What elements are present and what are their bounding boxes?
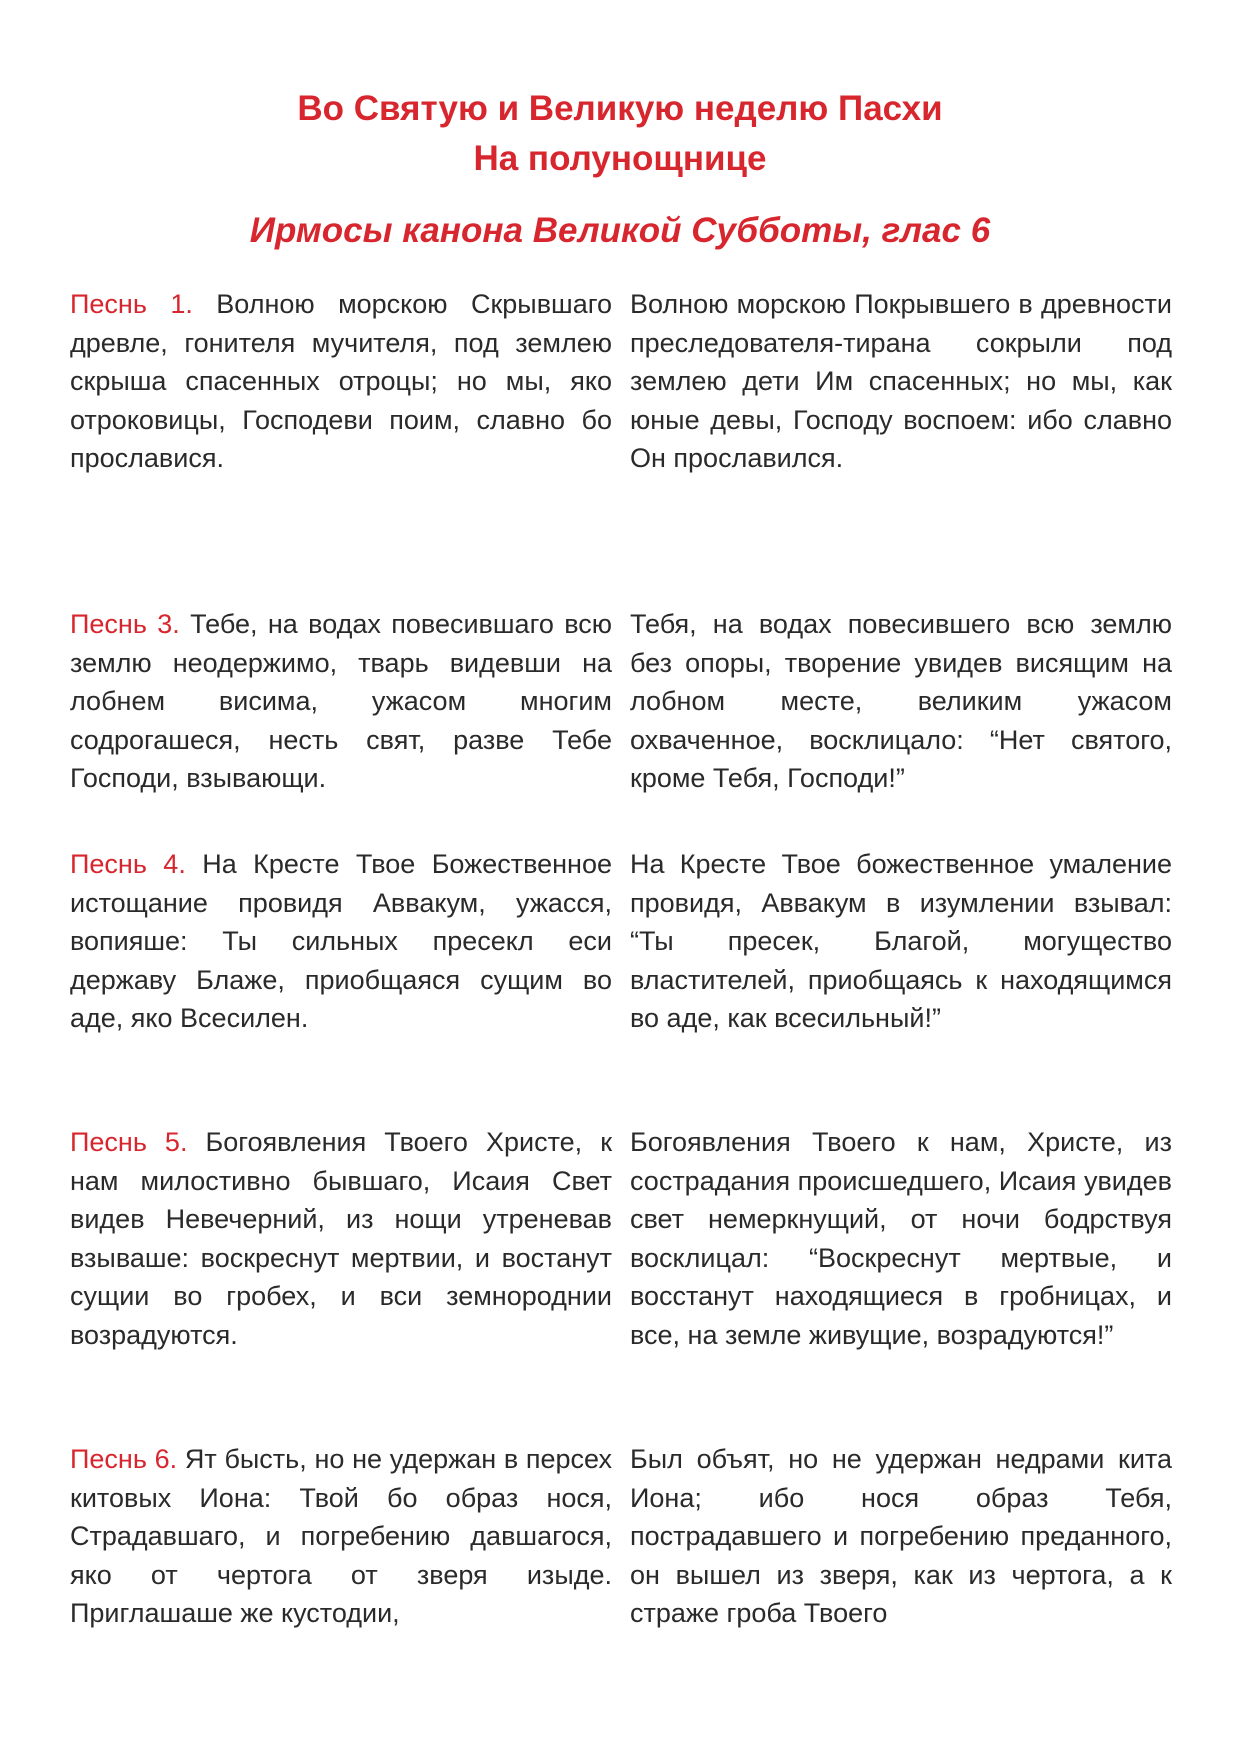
- russian-text-1: Волною морскою Покрывшего в древности преследователя-тирана сокрыли под землею дети Им спасенных; но мы, как юные девы, Господу воспоем: ибо славно Он прославился.: [630, 289, 1172, 474]
- song-label-1: Песнь 1.: [70, 289, 193, 319]
- russian-text-3: Тебя, на водах повесившего всю землю без опоры, творение увидев висящим на лобном месте, великим ужасом охваченное, восклицало: “Нет святого, кроме Тебя, Господи!”: [630, 609, 1172, 794]
- slavonic-text-1: [70, 285, 612, 478]
- russian-text-4: На Кресте Твое божественное умаление провидя, Аввакум в изумлении взывал: “Ты пресек, Благой, могущество властителей, приобщаясь к находящимся во аде, как всесильный!”: [630, 849, 1172, 1034]
- russian-text-5: Богоявления Твоего к нам, Христе, из сострадания происшедшего, Исаия увидев свет немеркнущий, от ночи бодрствуя восклицал: “Воскреснут мертвые, и восстанут находящиеся в гробницах, и все, на земле живущие, возрадуются!”: [630, 1127, 1172, 1350]
- slavonic-body-1: Волною морскою Скрывшаго древле, гонителя мучителя, под землею скрыша спасенных отроцы; но мы, яко отроковицы, Господеви поим, славно бо прославися.: [70, 289, 612, 474]
- song-label-3: Песнь 3.: [70, 609, 180, 639]
- slavonic-text-5: [70, 1123, 612, 1355]
- slavonic-text-3: [70, 605, 612, 798]
- slavonic-text-6: [70, 1440, 612, 1633]
- document-header: [0, 84, 1240, 256]
- page-subtitle: Ирмосы канона Великой Субботы, глас 6: [249, 211, 991, 250]
- slavonic-body-6: Ят бысть, но не удержан в персех китовых Иона: Твой бо образ нося, Страдавшаго, и погребению давшагося, яко от чертога от зверя изыде. Приглашаше же кустодии,: [70, 1444, 612, 1629]
- russian-text-6: Был объят, но не удержан недрами кита Иона; ибо нося образ Тебя, пострадавшего и погребению преданного, он вышел из зверя, как из чертога, а к страже гроба Твоего: [630, 1444, 1172, 1629]
- song-label-4: Песнь 4.: [70, 849, 186, 879]
- page-title-line-1: Во Святую и Великую неделю Пасхи: [297, 89, 943, 128]
- song-row-1: [70, 285, 1172, 478]
- slavonic-body-5: Богоявления Твоего Христе, к нам милостивно бывшаго, Исаия Свет видев Невечерний, из нощи утреневав взываше: воскреснут мертвии, и востанут сущии во гробех, и вси земнороднии возрадуются.: [70, 1127, 613, 1350]
- song-row-3: [70, 605, 1172, 798]
- song-row-6: [70, 1440, 1172, 1633]
- page-title-line-2: На полунощнице: [473, 139, 767, 178]
- song-row-4: [70, 845, 1172, 1038]
- song-row-5: [70, 1123, 1172, 1355]
- slavonic-text-4: [70, 845, 612, 1038]
- song-label-5: Песнь 5.: [70, 1127, 188, 1157]
- slavonic-body-4: На Кресте Твое Божественное истощание провидя Аввакум, ужасся, вопияше: Ты сильных пресекл еси державу Блаже, приобщаяся сущим во аде, яко Всесилен.: [70, 849, 612, 1034]
- slavonic-body-3: Тебе, на водах повесившаго всю землю неодержимо, тварь видевши на лобнем висима, ужасом многим содрогашеся, несть свят, разве Тебе Господи, взывающи.: [70, 609, 612, 794]
- song-label-6: Песнь 6.: [70, 1444, 178, 1474]
